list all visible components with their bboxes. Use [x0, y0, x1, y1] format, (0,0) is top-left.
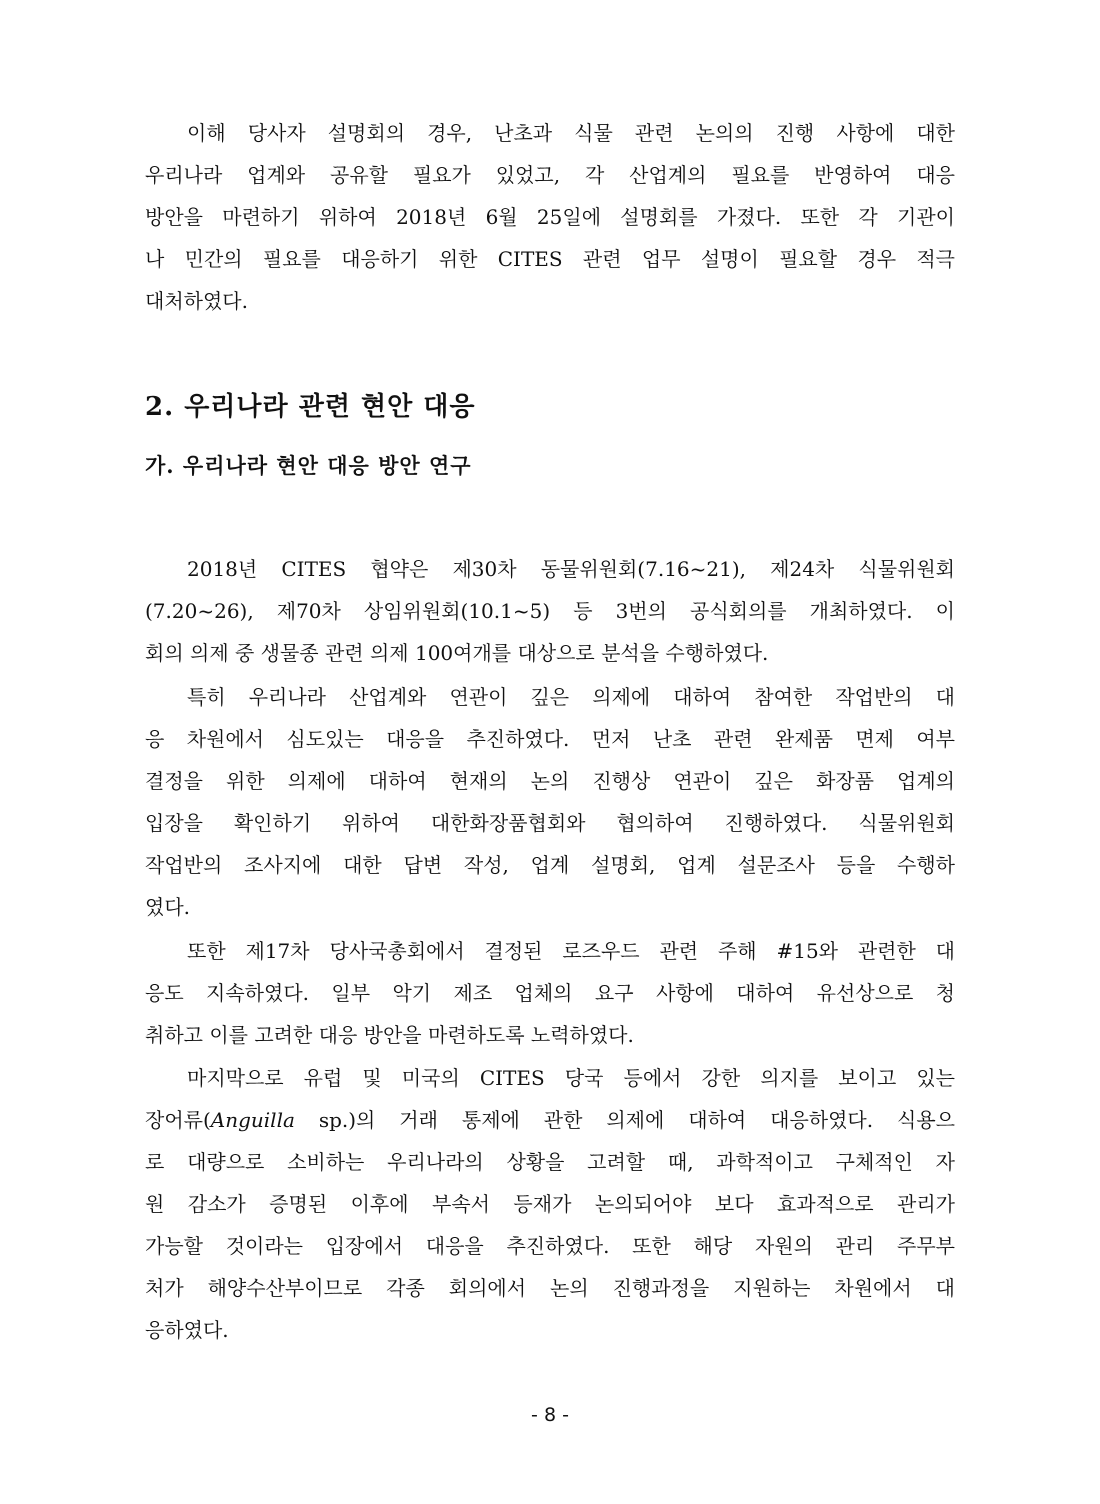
text-segment: 장어류( [145, 1108, 211, 1132]
text-line: 취하고 이를 고려한 대응 방안을 마련하도록 노력하였다. [145, 1023, 634, 1047]
text-line: (7.20~26), 제70차 상임위원회(10.1~5) 등 3번의 공식회의를 개최하였다. 이 [145, 599, 955, 623]
text-line: 회의 의제 중 생물종 관련 의제 100여개를 대상으로 분석을 수행하였다. [145, 641, 769, 665]
text-line: 대처하였다. [145, 289, 248, 313]
paragraph-cites-meetings [145, 548, 955, 674]
text-line: 특히 우리나라 산업계와 연관이 깊은 의제에 대하여 참여한 작업반의 대 [187, 685, 955, 709]
text-line: 우리나라 업계와 공유할 필요가 있었고, 각 산업계의 필요를 반영하여 대응 [145, 163, 955, 187]
paragraph-industry-response [145, 676, 955, 928]
text-line: 이해 당사자 설명회의 경우, 난초과 식물 관련 논의의 진행 사항에 대한 [187, 121, 955, 145]
text-line: 응도 지속하였다. 일부 악기 제조 업체의 요구 사항에 대하여 유선상으로 청 [145, 981, 955, 1005]
section-heading: 2. 우리나라 관련 현안 대응 [145, 392, 476, 422]
paragraph-eel [145, 1057, 955, 1351]
text-line: 응하였다. [145, 1318, 229, 1342]
paragraph-stakeholder-briefing [145, 112, 955, 322]
text-line: 방안을 마련하기 위하여 2018년 6월 25일에 설명회를 가졌다. 또한 각 기관이 [145, 205, 955, 229]
text-line: 나 민간의 필요를 대응하기 위한 CITES 관련 업무 설명이 필요할 경우 적극 [145, 247, 955, 271]
text-line: 로 대량으로 소비하는 우리나라의 상황을 고려할 때, 과학적이고 구체적인 자 [145, 1150, 955, 1174]
text-line: 마지막으로 유럽 및 미국의 CITES 당국 등에서 강한 의지를 보이고 있는 [187, 1066, 955, 1090]
text-segment: sp.)의 거래 통제에 관한 의제에 대하여 대응하였다. 식용으 [294, 1108, 955, 1132]
paragraph-rosewood [145, 930, 955, 1056]
text-line: 작업반의 조사지에 대한 답변 작성, 업계 설명회, 업계 설문조사 등을 수행하 [145, 853, 955, 877]
species-name: Anguilla [210, 1108, 295, 1132]
subsection-heading: 가. 우리나라 현안 대응 방안 연구 [145, 453, 472, 478]
text-line: 원 감소가 증명된 이후에 부속서 등재가 논의되어야 보다 효과적으로 관리가 [145, 1192, 955, 1216]
text-line: 2018년 CITES 협약은 제30차 동물위원회(7.16~21), 제24차 식물위원회 [187, 557, 955, 581]
page-number: - 8 - [531, 1404, 569, 1426]
text-line [145, 1099, 955, 1141]
text-line: 입장을 확인하기 위하여 대한화장품협회와 협의하여 진행하였다. 식물위원회 [145, 811, 955, 835]
text-line: 결정을 위한 의제에 대하여 현재의 논의 진행상 연관이 깊은 화장품 업계의 [145, 769, 955, 793]
text-line: 였다. [145, 895, 190, 919]
text-line: 또한 제17차 당사국총회에서 결정된 로즈우드 관련 주해 #15와 관련한 대 [187, 939, 955, 963]
text-line: 처가 해양수산부이므로 각종 회의에서 논의 진행과정을 지원하는 차원에서 대 [145, 1276, 955, 1300]
text-line: 응 차원에서 심도있는 대응을 추진하였다. 먼저 난초 관련 완제품 면제 여부 [145, 727, 955, 751]
text-line: 가능할 것이라는 입장에서 대응을 추진하였다. 또한 해당 자원의 관리 주무부 [145, 1234, 955, 1258]
